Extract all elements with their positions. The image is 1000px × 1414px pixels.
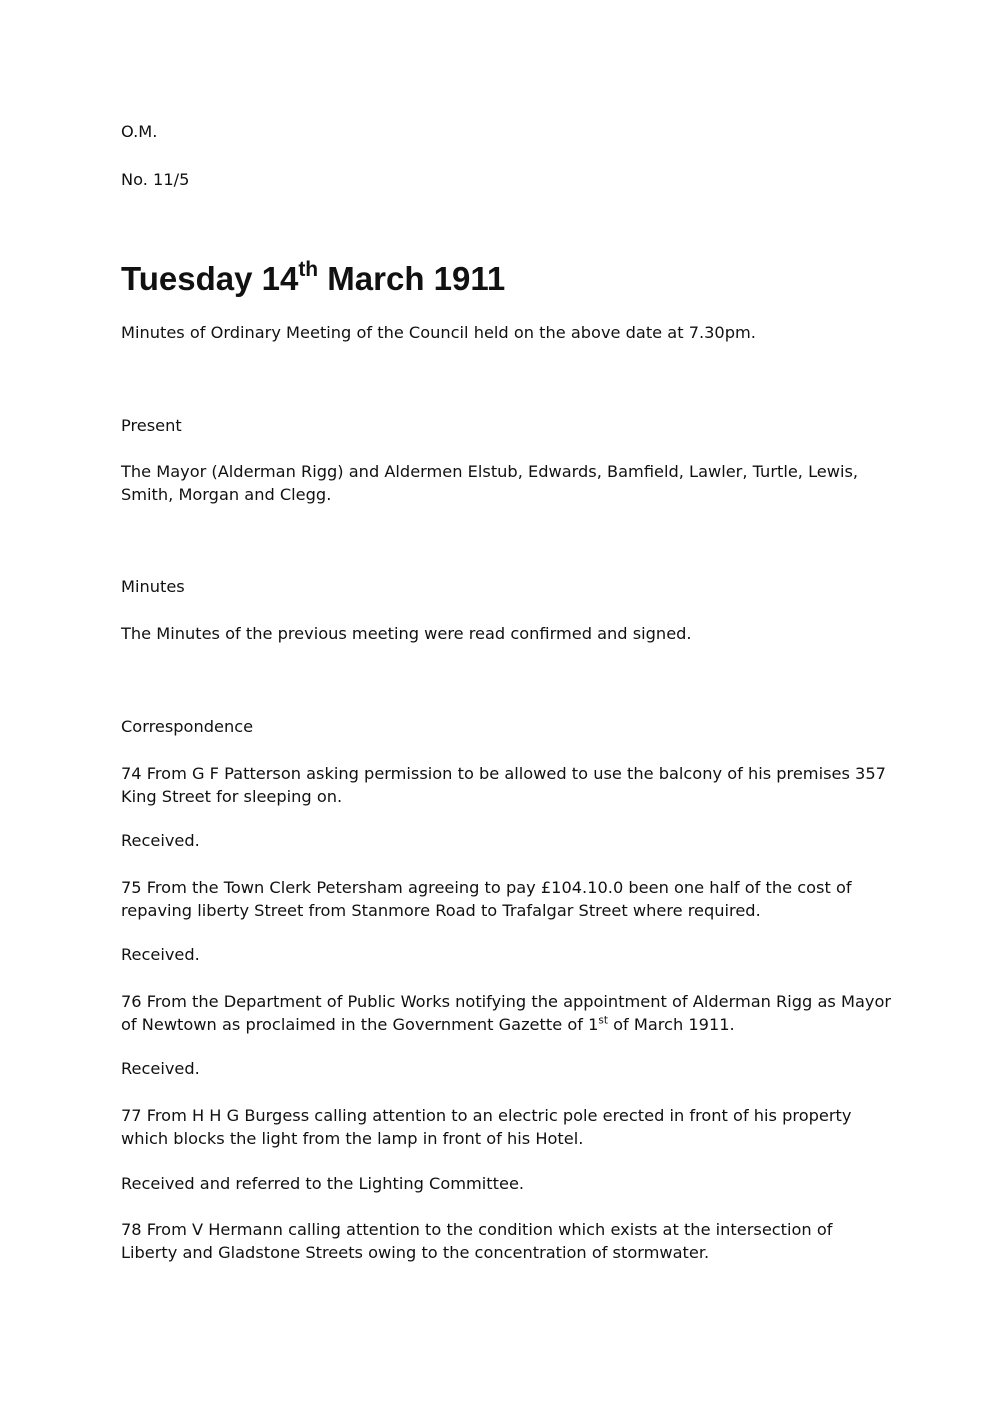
correspondence-heading: Correspondence [121,717,254,736]
correspondence-item-74: 74 From G F Patterson asking permission to be allowed to use the balcony of his premises 357 King Street for sleeping on. [121,764,886,806]
resolution-77: Received and referred to the Lighting Committee. [121,1174,525,1193]
document-number: No. 11/5 [121,170,190,189]
correspondence-item-78: 78 From V Hermann calling attention to the condition which exists at the intersection of Liberty and Gladstone Streets owing to the concentration of stormwater. [121,1220,833,1262]
title-rest: March 1911 [318,260,506,297]
item-76-text-end: of March 1911. [607,1014,735,1034]
correspondence-item-76 [121,991,891,1036]
present-paragraph: The Mayor (Alderman Rigg) and Aldermen Elstub, Edwards, Bamfield, Lawler, Turtle, Lewis, Smith, Morgan and Clegg. [121,462,859,504]
minutes-heading: Minutes [121,577,185,596]
present-heading: Present [121,416,182,435]
document-ref: O.M. [121,122,158,141]
resolution-75: Received. [121,945,200,964]
resolution-74: Received. [121,831,200,850]
page-title [121,258,505,300]
title-ordinal: th [298,258,319,281]
minutes-paragraph: The Minutes of the previous meeting were read confirmed and signed. [121,624,692,643]
title-day: Tuesday 14 [121,260,299,297]
intro-paragraph: Minutes of Ordinary Meeting of the Council held on the above date at 7.30pm. [121,323,756,342]
item-76-text: 76 From the Department of Public Works notifying the appointment of Alderman Rigg as Mayor of Newtown as proclaimed in the Government Gazette of 1 [121,992,892,1034]
correspondence-item-77: 77 From H H G Burgess calling attention to an electric pole erected in front of his property which blocks the light from the lamp in front of his Hotel. [121,1106,852,1148]
resolution-76: Received. [121,1059,200,1078]
correspondence-item-75: 75 From the Town Clerk Petersham agreeing to pay £104.10.0 been one half of the cost of repaving liberty Street from Stanmore Road to Trafalgar Street where required. [121,878,852,920]
item-76-ordinal: st [598,1014,608,1027]
